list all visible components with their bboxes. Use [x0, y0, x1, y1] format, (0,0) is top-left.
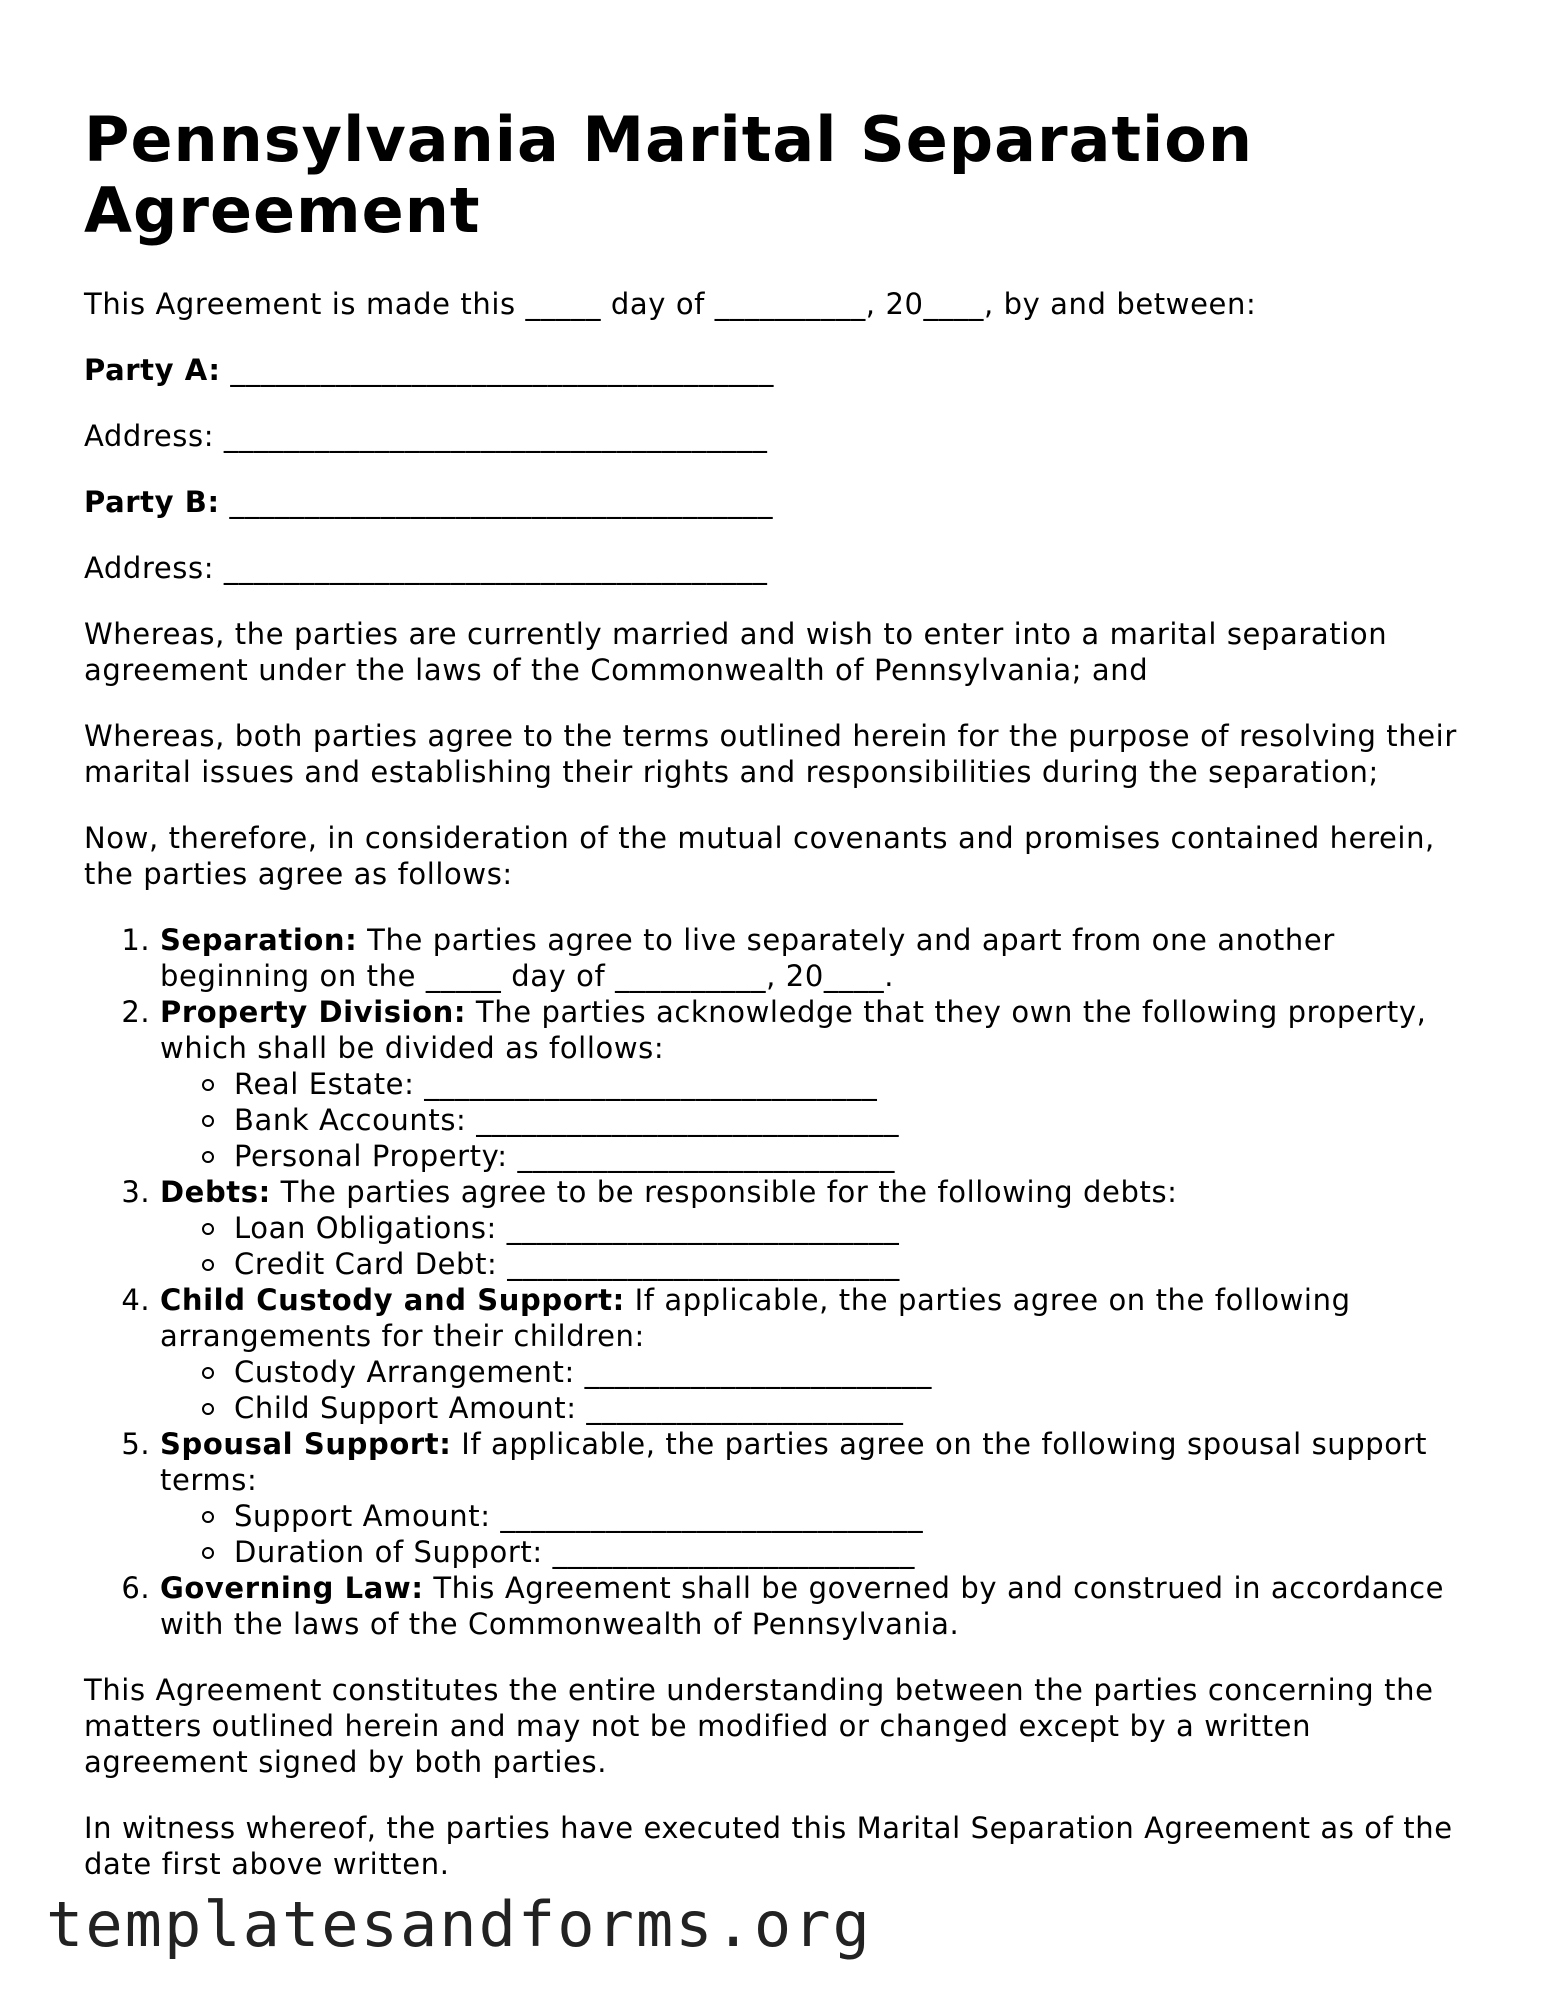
list-item: Credit Card Debt: __________________________ [234, 1246, 1464, 1282]
party-a-blank: ____________________________________ [220, 353, 775, 387]
whereas-paragraph-1: Whereas, the parties are currently married and wish to enter into a marital separation agreement under the laws of the Commonwealth of Pennsylvania; and [84, 617, 1388, 687]
party-b-blank: ____________________________________ [219, 485, 774, 519]
clause-governing-law [160, 1570, 1464, 1642]
clause-text: If applicable, the parties agree on the following arrangements for their children: [160, 1283, 1351, 1353]
now-therefore-paragraph: Now, therefore, in consideration of the mutual covenants and promises contained herein, the parties agree as follows: [84, 821, 1435, 891]
list-item: Loan Obligations: __________________________ [234, 1210, 1464, 1246]
intro-line: This Agreement is made this _____ day of __________, 20____, by and between: [84, 287, 1257, 321]
spousal-sub-list [160, 1498, 1464, 1570]
party-b-line [84, 484, 1464, 520]
debts-sub-list [160, 1210, 1464, 1282]
clause-text: The parties acknowledge that they own the following property, which shall be divided as follows: [160, 995, 1427, 1065]
clause-heading: Governing Law: [160, 1571, 424, 1605]
clause-child-custody [160, 1282, 1464, 1426]
clause-heading: Child Custody and Support: [160, 1283, 625, 1317]
document-title: Pennsylvania Marital Separation Agreement [84, 103, 1254, 247]
document-page [84, 104, 1464, 1882]
list-item: Support Amount: ____________________________ [234, 1498, 1464, 1534]
clause-heading: Spousal Support: [160, 1427, 452, 1461]
list-item: Bank Accounts: ____________________________ [234, 1102, 1464, 1138]
custody-sub-list [160, 1354, 1464, 1426]
clauses-list [84, 922, 1464, 1642]
list-item: Real Estate: ______________________________ [234, 1066, 1464, 1102]
entire-agreement-paragraph: This Agreement constitutes the entire understanding between the parties concerning the matters outlined herein and may not be modified or changed except by a written agreement signed by both parties. [84, 1673, 1434, 1779]
party-b-label: Party B: [84, 485, 220, 519]
clause-heading: Debts: [160, 1175, 271, 1209]
site-watermark: templatesandforms.org [46, 1888, 872, 1961]
address-b-line: Address: ____________________________________ [84, 551, 768, 585]
list-item: Duration of Support: ________________________ [234, 1534, 1464, 1570]
clause-heading: Property Division: [160, 995, 467, 1029]
clause-text: This Agreement shall be governed by and construed in accordance with the laws of the Commonwealth of Pennsylvania. [160, 1571, 1445, 1641]
property-sub-list [160, 1066, 1464, 1174]
list-item: Child Support Amount: _____________________ [234, 1390, 1464, 1426]
list-item: Personal Property: _________________________ [234, 1138, 1464, 1174]
address-a-line: Address: ____________________________________ [84, 419, 768, 453]
party-a-label: Party A: [84, 353, 221, 387]
clause-property-division [160, 994, 1464, 1174]
clause-text: The parties agree to be responsible for the following debts: [270, 1175, 1178, 1209]
witness-paragraph: In witness whereof, the parties have executed this Marital Separation Agreement as of the date first above written. [84, 1811, 1453, 1881]
clause-spousal-support [160, 1426, 1464, 1570]
party-a-line [84, 352, 1464, 388]
clause-text: If applicable, the parties agree on the following spousal support terms: [160, 1427, 1428, 1497]
clause-heading: Separation: [160, 923, 358, 957]
clause-separation [160, 922, 1464, 994]
whereas-paragraph-2: Whereas, both parties agree to the terms outlined herein for the purpose of resolving their marital issues and establishing their rights and responsibilities during the separation; [84, 719, 1457, 789]
list-item: Custody Arrangement: _______________________ [234, 1354, 1464, 1390]
clause-text: The parties agree to live separately and apart from one another beginning on the _____ day of __________, 20____. [160, 923, 1335, 993]
clause-debts [160, 1174, 1464, 1282]
